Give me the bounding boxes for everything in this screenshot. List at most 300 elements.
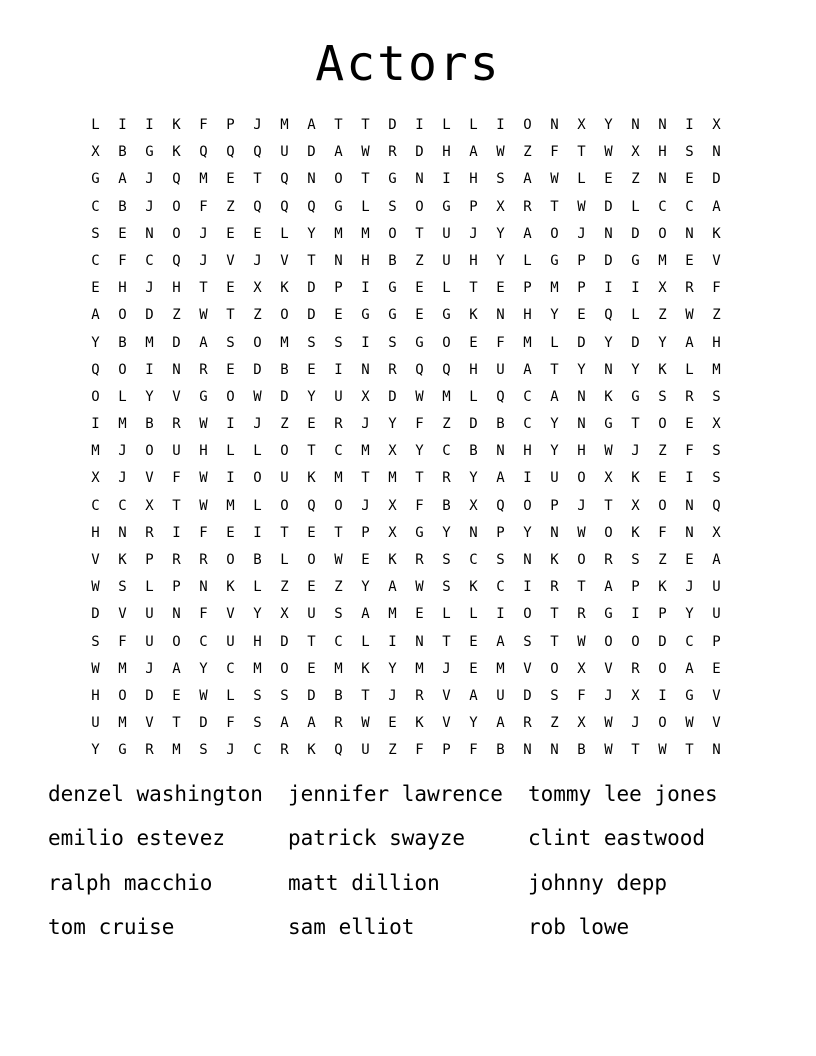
grid-cell: W <box>199 470 208 487</box>
grid-cell: Q <box>442 361 451 378</box>
grid-cell: Q <box>307 497 316 514</box>
grid-row <box>82 357 730 384</box>
grid-cell: C <box>685 633 694 650</box>
grid-cell: G <box>388 280 397 297</box>
grid-cell: T <box>172 715 181 732</box>
grid-cell: N <box>307 171 316 188</box>
page-title: Actors <box>315 36 501 92</box>
grid-cell: X <box>631 497 640 514</box>
grid-cell: Y <box>604 334 613 351</box>
grid-cell: L <box>442 280 451 297</box>
grid-cell: Q <box>226 144 235 161</box>
grid-cell: E <box>226 225 235 242</box>
grid-cell: A <box>199 334 208 351</box>
grid-row <box>82 302 730 329</box>
grid-row <box>82 330 730 357</box>
grid-cell: T <box>577 579 586 596</box>
grid-cell: N <box>685 524 694 541</box>
grid-cell: L <box>361 198 370 215</box>
grid-cell: T <box>550 198 559 215</box>
grid-cell: O <box>91 388 100 405</box>
grid-cell: N <box>577 416 586 433</box>
grid-cell: A <box>550 388 559 405</box>
grid-cell: X <box>658 280 667 297</box>
grid-cell: P <box>577 280 586 297</box>
grid-cell: A <box>172 660 181 677</box>
grid-cell: E <box>388 715 397 732</box>
grid-cell: B <box>496 742 505 759</box>
grid-cell: O <box>280 443 289 460</box>
grid-cell: X <box>631 144 640 161</box>
grid-cell: P <box>334 280 343 297</box>
grid-cell: H <box>253 633 262 650</box>
grid-cell: S <box>91 633 100 650</box>
grid-cell: T <box>361 171 370 188</box>
grid-cell: F <box>469 742 478 759</box>
grid-cell: J <box>145 280 154 297</box>
grid-cell: I <box>145 117 154 133</box>
grid-cell: E <box>685 171 694 188</box>
grid-cell: N <box>577 388 586 405</box>
grid-cell: S <box>712 443 721 460</box>
grid-cell: L <box>253 579 262 596</box>
grid-cell: M <box>361 443 370 460</box>
grid-cell: Y <box>604 117 613 133</box>
grid-cell: W <box>685 307 694 324</box>
grid-cell: K <box>172 144 181 161</box>
grid-cell: A <box>280 715 289 732</box>
grid-cell: V <box>442 687 451 704</box>
grid-cell: C <box>199 633 208 650</box>
grid-row <box>82 112 730 139</box>
grid-cell: X <box>631 687 640 704</box>
grid-cell: V <box>712 715 721 732</box>
grid-cell: T <box>307 443 316 460</box>
grid-cell: Y <box>577 361 586 378</box>
grid-cell: T <box>631 416 640 433</box>
grid-cell: K <box>469 307 478 324</box>
grid-cell: O <box>334 497 343 514</box>
grid-cell: F <box>226 715 235 732</box>
grid-cell: R <box>334 416 343 433</box>
grid-cell: R <box>631 660 640 677</box>
grid-cell: O <box>172 225 181 242</box>
grid-cell: H <box>658 144 667 161</box>
grid-cell: E <box>334 307 343 324</box>
grid-cell: N <box>118 524 127 541</box>
grid-cell: L <box>280 552 289 568</box>
grid-cell: Q <box>280 198 289 215</box>
grid-cell: X <box>469 497 478 514</box>
grid-cell: O <box>577 470 586 487</box>
grid-cell: R <box>523 715 532 732</box>
grid-cell: E <box>658 470 667 487</box>
grid-cell: M <box>145 334 154 351</box>
grid-cell: U <box>496 361 505 378</box>
grid-cell: I <box>118 117 127 133</box>
grid-cell: D <box>631 334 640 351</box>
grid-cell: G <box>631 252 640 269</box>
grid-cell: E <box>307 579 316 596</box>
grid-cell: Q <box>496 497 505 514</box>
grid-cell: W <box>577 524 586 541</box>
grid-cell: S <box>496 552 505 568</box>
grid-cell: I <box>496 117 505 133</box>
grid-cell: A <box>523 171 532 188</box>
grid-cell: G <box>199 388 208 405</box>
grid-cell: F <box>685 443 694 460</box>
grid-cell: S <box>307 334 316 351</box>
grid-cell: A <box>91 307 100 324</box>
grid-cell: E <box>496 280 505 297</box>
grid-cell: A <box>469 144 478 161</box>
grid-cell: T <box>334 117 343 133</box>
grid-cell: U <box>712 606 721 623</box>
grid-cell: F <box>199 524 208 541</box>
grid-cell: Y <box>442 524 451 541</box>
grid-cell: X <box>145 497 154 514</box>
word-bank-item: ralph macchio <box>48 870 213 895</box>
grid-cell: L <box>91 117 100 133</box>
grid-cell: F <box>199 117 208 133</box>
grid-cell: W <box>658 742 667 759</box>
grid-cell: L <box>118 388 127 405</box>
grid-cell: R <box>415 552 424 568</box>
grid-cell: X <box>280 606 289 623</box>
grid-cell: I <box>91 416 100 433</box>
grid-cell: J <box>118 470 127 487</box>
grid-cell: O <box>118 307 127 324</box>
grid-cell: O <box>658 416 667 433</box>
grid-cell: O <box>280 660 289 677</box>
grid-cell: K <box>550 552 559 568</box>
grid-cell: X <box>712 117 721 133</box>
grid-cell: Q <box>604 307 613 324</box>
grid-cell: W <box>91 660 100 677</box>
grid-cell: R <box>388 144 397 161</box>
grid-cell: F <box>199 606 208 623</box>
grid-cell: X <box>388 524 397 541</box>
grid-cell: G <box>685 687 694 704</box>
grid-cell: I <box>631 606 640 623</box>
grid-cell: U <box>145 606 154 623</box>
grid-cell: O <box>226 388 235 405</box>
grid-cell: A <box>685 334 694 351</box>
grid-cell: E <box>415 606 424 623</box>
grid-cell: O <box>442 334 451 351</box>
grid-cell: Y <box>550 307 559 324</box>
grid-cell: O <box>631 633 640 650</box>
grid-cell: R <box>550 579 559 596</box>
grid-cell: E <box>91 280 100 297</box>
grid-cell: K <box>415 715 424 732</box>
grid-cell: V <box>226 606 235 623</box>
grid-cell: E <box>307 361 316 378</box>
grid-row <box>82 384 730 411</box>
grid-row <box>82 248 730 275</box>
grid-cell: E <box>226 171 235 188</box>
grid-cell: S <box>253 687 262 704</box>
grid-cell: M <box>280 117 289 133</box>
grid-cell: V <box>226 252 235 269</box>
grid-row <box>82 411 730 438</box>
grid-cell: G <box>145 144 154 161</box>
grid-cell: R <box>415 687 424 704</box>
grid-cell: J <box>118 443 127 460</box>
grid-cell: N <box>712 144 721 161</box>
word-bank-item: emilio estevez <box>48 826 226 851</box>
grid-cell: Y <box>631 361 640 378</box>
grid-cell: N <box>199 579 208 596</box>
grid-cell: J <box>226 742 235 759</box>
grid-cell: H <box>361 252 370 269</box>
grid-cell: Z <box>415 252 424 269</box>
grid-cell: S <box>388 334 397 351</box>
grid-cell: B <box>145 416 154 433</box>
grid-cell: S <box>253 715 262 732</box>
grid-cell: C <box>91 198 100 215</box>
grid-cell: W <box>334 552 343 568</box>
grid-cell: F <box>118 252 127 269</box>
grid-cell: U <box>361 742 370 759</box>
grid-cell: N <box>361 361 370 378</box>
grid-cell: F <box>496 334 505 351</box>
grid-cell: U <box>280 470 289 487</box>
grid-cell: C <box>226 660 235 677</box>
grid-cell: P <box>226 117 235 133</box>
word-bank-item: tom cruise <box>48 914 175 939</box>
grid-cell: X <box>604 470 613 487</box>
grid-cell: B <box>442 497 451 514</box>
grid-row <box>82 493 730 520</box>
grid-cell: D <box>415 144 424 161</box>
grid-cell: K <box>604 388 613 405</box>
grid-cell: Q <box>496 388 505 405</box>
grid-row <box>82 683 730 710</box>
grid-cell: P <box>361 524 370 541</box>
grid-cell: E <box>469 660 478 677</box>
word-bank-item: tommy lee jones <box>528 782 718 806</box>
grid-cell: P <box>523 280 532 297</box>
grid-cell: S <box>442 552 451 568</box>
grid-cell: T <box>226 307 235 324</box>
grid-cell: G <box>631 388 640 405</box>
grid-cell: D <box>604 252 613 269</box>
grid-row <box>82 520 730 547</box>
grid-cell: L <box>361 633 370 650</box>
grid-cell: W <box>604 144 613 161</box>
grid-row <box>82 465 730 492</box>
grid-cell: C <box>145 252 154 269</box>
grid-cell: E <box>226 280 235 297</box>
grid-cell: H <box>91 524 100 541</box>
grid-cell: A <box>496 470 505 487</box>
grid-cell: J <box>145 171 154 188</box>
grid-cell: M <box>334 660 343 677</box>
grid-cell: J <box>685 579 694 596</box>
grid-cell: L <box>253 443 262 460</box>
grid-cell: Z <box>226 198 235 215</box>
grid-cell: L <box>442 117 451 133</box>
grid-cell: N <box>685 497 694 514</box>
grid-cell: B <box>469 443 478 460</box>
grid-cell: I <box>604 280 613 297</box>
grid-cell: M <box>442 388 451 405</box>
grid-cell: O <box>658 497 667 514</box>
grid-cell: S <box>388 198 397 215</box>
grid-cell: K <box>280 280 289 297</box>
grid-cell: H <box>118 280 127 297</box>
grid-cell: T <box>550 361 559 378</box>
grid-cell: D <box>280 388 289 405</box>
grid-cell: J <box>604 687 613 704</box>
grid-cell: J <box>253 117 262 133</box>
grid-cell: E <box>712 660 721 677</box>
grid-cell: B <box>388 252 397 269</box>
grid-cell: D <box>253 361 262 378</box>
grid-cell: I <box>496 606 505 623</box>
grid-row <box>82 547 730 574</box>
grid-cell: U <box>145 633 154 650</box>
grid-cell: N <box>550 524 559 541</box>
grid-cell: M <box>118 660 127 677</box>
grid-cell: E <box>604 171 613 188</box>
grid-cell: B <box>118 198 127 215</box>
grid-cell: M <box>118 416 127 433</box>
grid-cell: O <box>226 552 235 568</box>
grid-cell: S <box>334 334 343 351</box>
grid-cell: J <box>631 443 640 460</box>
grid-cell: S <box>685 144 694 161</box>
grid-cell: H <box>91 687 100 704</box>
grid-cell: Y <box>199 660 208 677</box>
grid-cell: G <box>388 307 397 324</box>
grid-cell: U <box>442 252 451 269</box>
grid-cell: K <box>658 361 667 378</box>
grid-cell: R <box>388 361 397 378</box>
grid-cell: Y <box>415 443 424 460</box>
grid-cell: Z <box>712 307 721 324</box>
grid-cell: E <box>253 225 262 242</box>
grid-cell: N <box>334 252 343 269</box>
grid-cell: Y <box>145 388 154 405</box>
grid-cell: E <box>415 307 424 324</box>
grid-cell: I <box>361 280 370 297</box>
grid-cell: R <box>145 524 154 541</box>
grid-cell: T <box>253 171 262 188</box>
grid-cell: L <box>145 579 154 596</box>
grid-cell: W <box>253 388 262 405</box>
grid-cell: D <box>631 225 640 242</box>
grid-cell: Y <box>550 443 559 460</box>
grid-cell: J <box>631 715 640 732</box>
grid-cell: A <box>361 606 370 623</box>
grid-cell: R <box>280 742 289 759</box>
grid-cell: F <box>415 416 424 433</box>
grid-cell: C <box>253 742 262 759</box>
grid-cell: M <box>172 742 181 759</box>
grid-cell: B <box>280 361 289 378</box>
grid-cell: C <box>334 633 343 650</box>
grid-cell: Q <box>712 497 721 514</box>
grid-cell: U <box>334 388 343 405</box>
grid-cell: D <box>577 334 586 351</box>
grid-cell: A <box>334 144 343 161</box>
grid-cell: M <box>199 171 208 188</box>
grid-cell: J <box>145 198 154 215</box>
grid-cell: R <box>604 552 613 568</box>
grid-cell: O <box>550 225 559 242</box>
grid-cell: H <box>469 252 478 269</box>
grid-cell: M <box>334 470 343 487</box>
grid-cell: P <box>172 579 181 596</box>
grid-cell: O <box>604 524 613 541</box>
grid-cell: T <box>334 524 343 541</box>
grid-cell: K <box>658 579 667 596</box>
grid-cell: N <box>658 117 667 133</box>
grid-cell: V <box>91 552 100 568</box>
grid-cell: S <box>226 334 235 351</box>
grid-cell: T <box>415 225 424 242</box>
word-bank-item: matt dillion <box>288 870 440 895</box>
grid-cell: D <box>523 687 532 704</box>
grid-cell: G <box>388 171 397 188</box>
grid-cell: M <box>712 361 721 378</box>
grid-cell: T <box>415 470 424 487</box>
grid-cell: O <box>280 497 289 514</box>
grid-cell: C <box>685 198 694 215</box>
grid-cell: I <box>685 117 694 133</box>
grid-cell: B <box>496 416 505 433</box>
grid-cell: R <box>199 361 208 378</box>
grid-cell: Z <box>523 144 532 161</box>
grid-cell: E <box>118 225 127 242</box>
grid-cell: N <box>496 443 505 460</box>
grid-cell: Z <box>253 307 262 324</box>
grid-cell: W <box>361 715 370 732</box>
letter-grid <box>82 112 730 765</box>
grid-cell: U <box>712 579 721 596</box>
grid-cell: U <box>442 225 451 242</box>
grid-cell: L <box>577 171 586 188</box>
grid-cell: E <box>361 552 370 568</box>
grid-cell: T <box>604 497 613 514</box>
grid-cell: D <box>307 280 316 297</box>
grid-row <box>82 629 730 656</box>
word-bank-item: denzel washington <box>48 782 263 806</box>
grid-cell: L <box>280 225 289 242</box>
grid-cell: Z <box>658 552 667 568</box>
grid-cell: N <box>685 225 694 242</box>
grid-cell: X <box>712 524 721 541</box>
grid-cell: V <box>523 660 532 677</box>
grid-cell: I <box>145 361 154 378</box>
grid-cell: I <box>631 280 640 297</box>
grid-cell: P <box>469 198 478 215</box>
grid-cell: A <box>604 579 613 596</box>
grid-cell: O <box>415 198 424 215</box>
grid-cell: D <box>658 633 667 650</box>
grid-cell: D <box>91 606 100 623</box>
grid-cell: A <box>496 715 505 732</box>
grid-cell: G <box>118 742 127 759</box>
grid-cell: C <box>334 443 343 460</box>
grid-cell: H <box>442 144 451 161</box>
grid-cell: G <box>604 606 613 623</box>
grid-cell: Q <box>253 198 262 215</box>
grid-cell: H <box>712 334 721 351</box>
grid-cell: V <box>604 660 613 677</box>
